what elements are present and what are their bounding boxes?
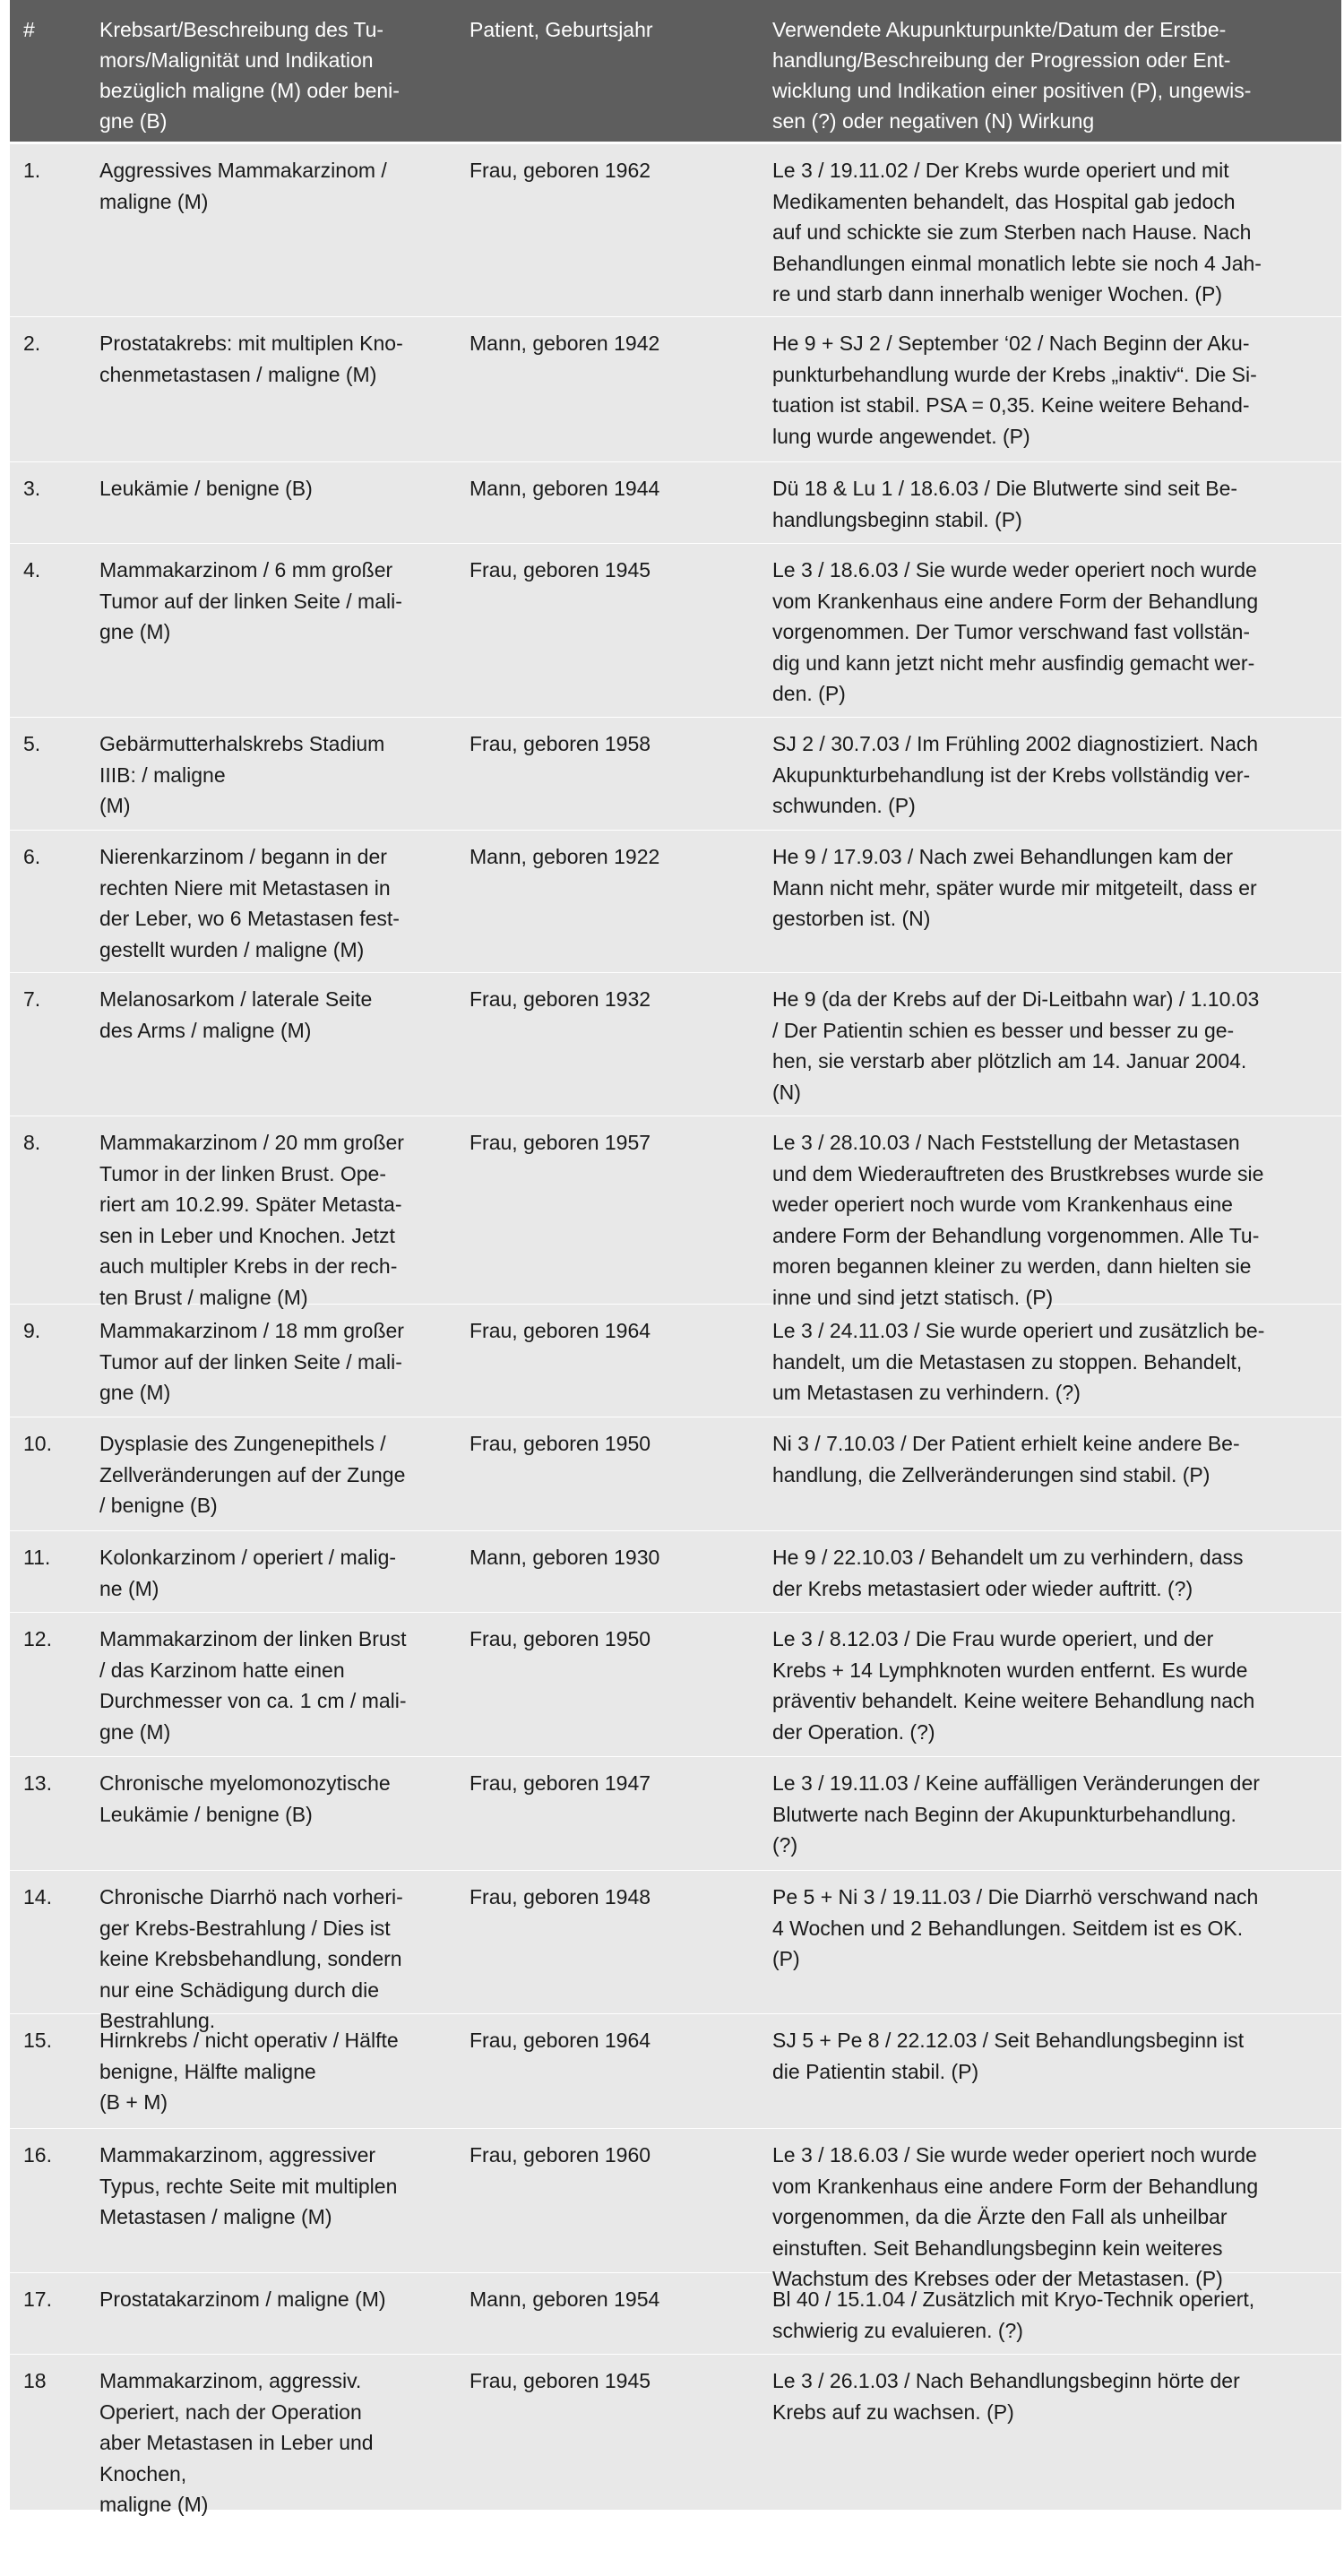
treatment-cell: Le 3 / 19.11.03 / Keine auffälligen Veränderungen der Blutwerte nach Beginn der Akupunkturbehandlung. (?)	[772, 1771, 1260, 1857]
patient-cell: Mann, geboren 1942	[470, 332, 660, 355]
patient-cell: Frau, geboren 1960	[470, 2143, 651, 2167]
cancer-type-cell: Aggressives Mammakarzinom / maligne (M)	[99, 159, 387, 213]
patient-cell: Frau, geboren 1948	[470, 1885, 651, 1908]
cancer-type-cell: Kolonkarzinom / operiert / malig- ne (M)	[99, 1546, 397, 1600]
header-cancer-type	[86, 0, 456, 142]
cancer-type-cell: Chronische Diarrhö nach vorheri- ger Krebs-Bestrahlung / Dies ist keine Krebsbehandlung, sondern nur eine Schädigung durch die Bestrahlung.	[99, 1885, 403, 2032]
table-row	[10, 543, 1341, 717]
header-treatment-text: Verwendete Akupunkturpunkte/Datum der Erstbe- handlung/Beschreibung der Progression oder Ent- wicklung und Indikation einer positiven (P), ungewis- sen (?) oder negativen (N) Wirkung	[772, 18, 1252, 133]
table-row	[10, 1417, 1341, 1530]
table-row	[10, 1116, 1341, 1309]
cancer-type-cell: Mammakarzinom / 18 mm großer Tumor auf der linken Seite / mali- gne (M)	[99, 1319, 404, 1404]
patient-cell: Frau, geboren 1964	[470, 1319, 651, 1342]
cancer-type-cell: Dysplasie des Zungenepithels / Zellveränderungen auf der Zunge / benigne (B)	[99, 1432, 406, 1517]
row-number: 4.	[23, 558, 41, 582]
table-row	[10, 2013, 1341, 2128]
table-body	[10, 143, 1341, 2516]
cancer-type-cell: Gebärmutterhalskrebs Stadium IIIB: / maligne (M)	[99, 732, 385, 817]
header-patient: Patient, Geburtsjahr	[470, 18, 653, 41]
row-number: 18	[23, 2369, 47, 2392]
cancer-type-cell: Mammakarzinom, aggressiv. Operiert, nach der Operation aber Metastasen in Leber und Knochen, maligne (M)	[99, 2369, 374, 2516]
treatment-cell: He 9 + SJ 2 / September ‘02 / Nach Beginn der Aku- punkturbehandlung wurde der Krebs „inaktiv“. Die Si- tuation ist stabil. PSA = 0,35. Keine weitere Behand- lung wurde angewendet. (P)	[772, 332, 1257, 448]
row-number: 2.	[23, 332, 41, 355]
patient-cell: Frau, geboren 1958	[470, 732, 651, 755]
treatment-cell: He 9 (da der Krebs auf der Di-Leitbahn war) / 1.10.03 / Der Patientin schien es besser und besser zu ge- hen, sie verstarb aber plötzlich am 14. Januar 2004. (N)	[772, 987, 1260, 1104]
patient-cell: Mann, geboren 1930	[470, 1546, 660, 1569]
cancer-type-cell: Prostatakrebs: mit multiplen Kno- chenmetastasen / maligne (M)	[99, 332, 403, 386]
table-row	[10, 316, 1341, 461]
table-row	[10, 972, 1341, 1116]
treatment-cell: Le 3 / 19.11.02 / Der Krebs wurde operiert und mit Medikamenten behandelt, das Hospital gab jedoch auf und schickte sie zum Sterben nach Hause. Nach Behandlungen einmal monatlich lebte sie noch 4 Jah- re und starb dann innerhalb weniger Wochen. (P)	[772, 159, 1262, 306]
patient-cell: Frau, geboren 1950	[470, 1432, 651, 1455]
treatment-cell: Pe 5 + Ni 3 / 19.11.03 / Die Diarrhö verschwand nach 4 Wochen und 2 Behandlungen. Seitdem ist es OK. (P)	[772, 1885, 1259, 1970]
treatment-cell: Le 3 / 8.12.03 / Die Frau wurde operiert, und der Krebs + 14 Lymphknoten wurden entfernt. Es wurde präventiv behandelt. Keine weitere Behandlung nach der Operation. (?)	[772, 1627, 1255, 1744]
treatment-cell: Le 3 / 18.6.03 / Sie wurde weder operiert noch wurde vom Krankenhaus eine andere Form der Behandlung vorgenommen. Der Tumor verschwand fast vollstän- dig und kann jetzt nicht mehr ausfindig gemacht wer- den. (P)	[772, 558, 1259, 705]
row-number: 3.	[23, 477, 41, 500]
header-number: #	[23, 18, 35, 41]
row-number: 13.	[23, 1771, 52, 1795]
patient-cell: Frau, geboren 1962	[470, 159, 651, 182]
treatment-cell: Ni 3 / 7.10.03 / Der Patient erhielt keine andere Be- handlung, die Zellveränderungen sind stabil. (P)	[772, 1432, 1240, 1486]
patient-cell: Frau, geboren 1945	[470, 558, 651, 582]
treatment-cell: He 9 / 17.9.03 / Nach zwei Behandlungen kam der Mann nicht mehr, später wurde mir mitgeteilt, dass er gestorben ist. (N)	[772, 845, 1257, 930]
row-number: 12.	[23, 1627, 52, 1650]
patient-cell: Mann, geboren 1922	[470, 845, 660, 868]
treatment-cell: Le 3 / 28.10.03 / Nach Feststellung der Metastasen und dem Wiederauftreten des Brustkrebses wurde sie weder operiert noch wurde vom Krankenhaus eine andere Form der Behandlung vorgenommen. Alle Tu- moren begannen kleiner zu werden, dann hielten sie inne und sind jetzt statisch. (P)	[772, 1131, 1264, 1309]
cancer-type-cell: Mammakarzinom / 20 mm großer Tumor in der linken Brust. Ope- riert am 10.2.99. Später Metasta- sen in Leber und Knochen. Jetzt auch multipler Krebs in der rech- ten Brust / maligne (M)	[99, 1131, 404, 1309]
cancer-type-cell: Mammakarzinom / 6 mm großer Tumor auf der linken Seite / mali- gne (M)	[99, 558, 402, 643]
patient-cell: Frau, geboren 1957	[470, 1131, 651, 1154]
table-row	[10, 461, 1341, 543]
table-row	[10, 143, 1341, 316]
cancer-type-cell: Nierenkarzinom / begann in der rechten Niere mit Metastasen in der Leber, wo 6 Metastasen fest- gestellt wurden / maligne (M)	[99, 845, 400, 961]
row-number: 11.	[23, 1546, 51, 1569]
patient-cell: Frau, geboren 1932	[470, 987, 651, 1011]
header-treatment	[759, 0, 1341, 142]
patient-cell: Frau, geboren 1950	[470, 1627, 651, 1650]
table-row	[10, 2128, 1341, 2290]
patient-cell: Frau, geboren 1947	[470, 1771, 651, 1795]
row-number: 14.	[23, 1885, 52, 1908]
header-cancer-type-text: Krebsart/Beschreibung des Tu- mors/Malignität und Indikation bezüglich maligne (M) oder beni- gne (B)	[99, 18, 400, 133]
patient-cell: Mann, geboren 1954	[470, 2287, 660, 2311]
patient-cell: Mann, geboren 1944	[470, 477, 660, 500]
row-number: 15.	[23, 2029, 52, 2052]
patient-cell: Frau, geboren 1945	[470, 2369, 651, 2392]
table-row	[10, 1530, 1341, 1612]
row-number: 9.	[23, 1319, 41, 1342]
row-number: 10.	[23, 1432, 52, 1455]
row-number: 6.	[23, 845, 41, 868]
table-header	[10, 0, 1341, 143]
row-number: 7.	[23, 987, 41, 1011]
table-row	[10, 2354, 1341, 2516]
row-number: 5.	[23, 732, 41, 755]
cancer-type-cell: Chronische myelomonozytische Leukämie / benigne (B)	[99, 1771, 391, 1826]
treatment-cell: Le 3 / 26.1.03 / Nach Behandlungsbeginn hörte der Krebs auf zu wachsen. (P)	[772, 2369, 1240, 2424]
table-row	[10, 717, 1341, 830]
treatment-cell: He 9 / 22.10.03 / Behandelt um zu verhindern, dass der Krebs metastasiert oder wieder auftritt. (?)	[772, 1546, 1244, 1600]
table-row	[10, 2272, 1341, 2354]
treatment-cell: Dü 18 & Lu 1 / 18.6.03 / Die Blutwerte sind seit Be- handlungsbeginn stabil. (P)	[772, 477, 1238, 531]
treatment-cell: Le 3 / 18.6.03 / Sie wurde weder operiert noch wurde vom Krankenhaus eine andere Form der Behandlung vorgenommen, da die Ärzte den Fall als unheilbar einstuften. Seit Behandlungsbeginn kein weiteres Wachstum des Krebses oder der Metastasen. (P)	[772, 2143, 1259, 2290]
treatment-cell: SJ 5 + Pe 8 / 22.12.03 / Seit Behandlungsbeginn ist die Patientin stabil. (P)	[772, 2029, 1245, 2083]
treatment-cell: Bl 40 / 15.1.04 / Zusätzlich mit Kryo-Technik operiert, schwierig zu evaluieren. (?)	[772, 2287, 1255, 2342]
table-row	[10, 830, 1341, 972]
table-row	[10, 1612, 1341, 1756]
table-row	[10, 1870, 1341, 2032]
row-number: 1.	[23, 159, 41, 182]
patient-cell: Frau, geboren 1964	[470, 2029, 651, 2052]
cancer-acupuncture-table	[10, 0, 1341, 2516]
cancer-type-cell: Hirnkrebs / nicht operativ / Hälfte benigne, Hälfte maligne (B + M)	[99, 2029, 399, 2114]
row-number: 8.	[23, 1131, 41, 1154]
treatment-cell: Le 3 / 24.11.03 / Sie wurde operiert und zusätzlich be- handelt, um die Metastasen zu stoppen. Behandelt, um Metastasen zu verhindern. (?)	[772, 1319, 1265, 1404]
cancer-type-cell: Leukämie / benigne (B)	[99, 477, 313, 500]
cancer-type-cell: Mammakarzinom der linken Brust / das Karzinom hatte einen Durchmesser von ca. 1 cm / mali- gne (M)	[99, 1627, 407, 1744]
treatment-cell: SJ 2 / 30.7.03 / Im Frühling 2002 diagnostiziert. Nach Akupunkturbehandlung ist der Krebs vollständig ver- schwunden. (P)	[772, 732, 1259, 817]
cancer-type-cell: Prostatakarzinom / maligne (M)	[99, 2287, 386, 2311]
row-number: 17.	[23, 2287, 52, 2311]
cancer-type-cell: Mammakarzinom, aggressiver Typus, rechte Seite mit multiplen Metastasen / maligne (M)	[99, 2143, 398, 2228]
cancer-type-cell: Melanosarkom / laterale Seite des Arms / maligne (M)	[99, 987, 373, 1042]
row-number: 16.	[23, 2143, 52, 2167]
table-row	[10, 1304, 1341, 1417]
table-row	[10, 1756, 1341, 1870]
